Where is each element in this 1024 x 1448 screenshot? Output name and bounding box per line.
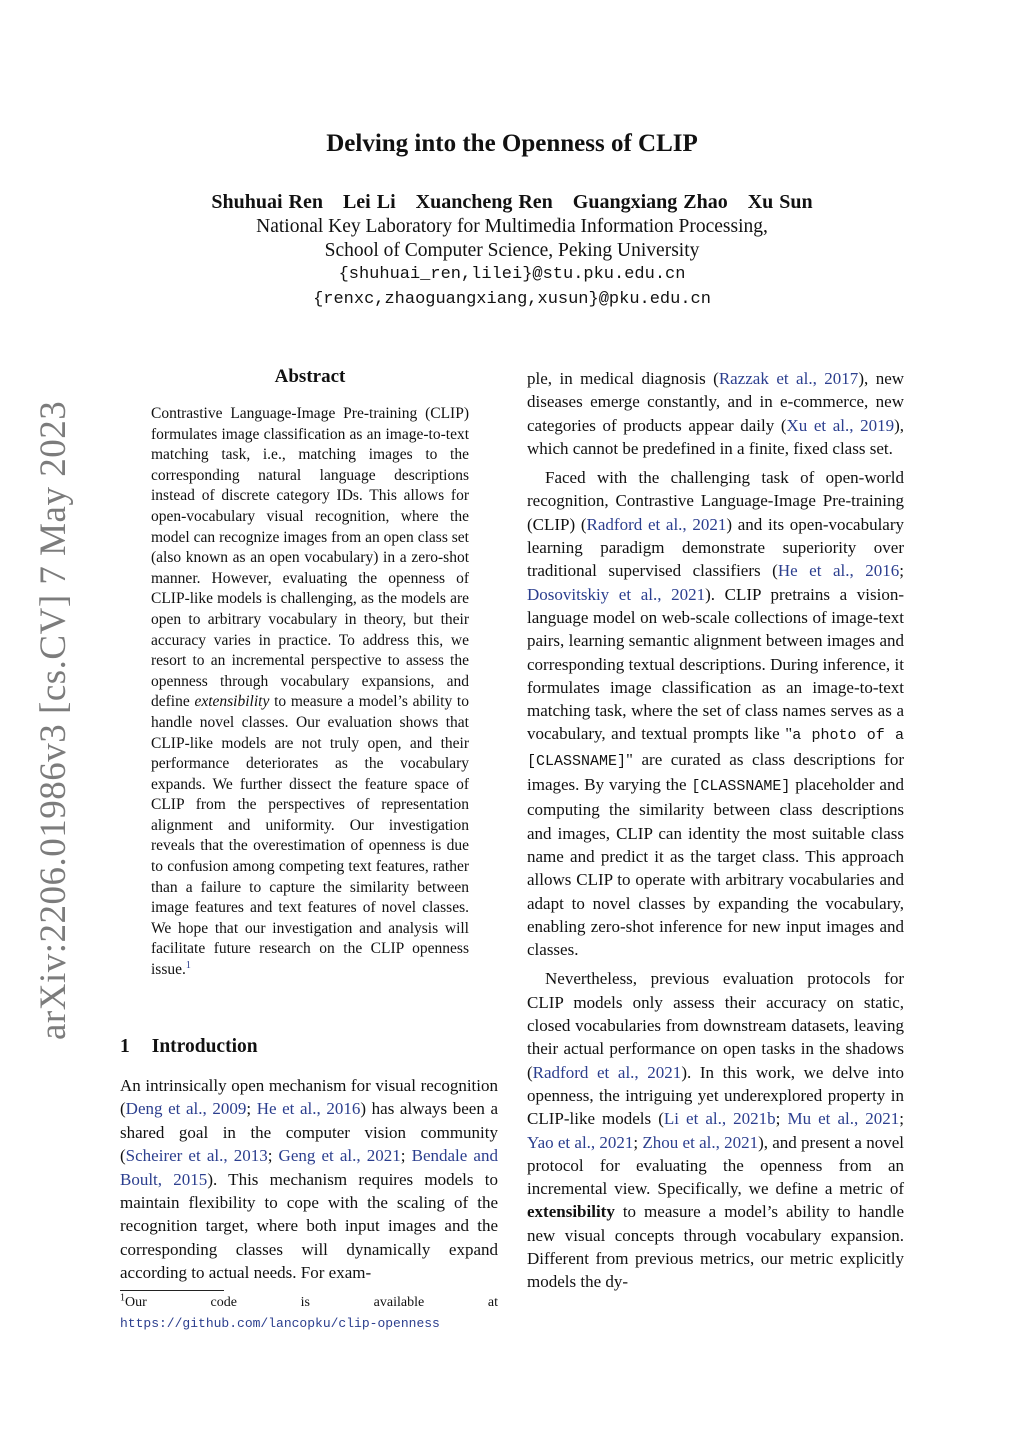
body-text: ), new diseases emerge constantly, and in e-commerce, new categories of products appear daily (	[527, 369, 905, 435]
citation-link[interactable]: Deng et al., 2009	[125, 1099, 247, 1119]
intro-paragraph	[120, 1074, 498, 1285]
affiliation-line-2: School of Computer Science, Peking University	[324, 240, 700, 261]
abstract-text: Contrastive Language-Image Pre-training (CLIP) formulates image classification as an image-to-text matching task, i.e., matching images to the corresponding natural language descriptions instead of discrete category IDs. This allows for open-vocabulary visual recognition, where the model can recognize images from an open class set (also known as an open vocabulary) in a zero-shot manner. However, evaluating the openness of CLIP-like models is challenging, as the models are open to arbitrary vocabulary in theory, but their accuracy varies in practice. To address this, we resort to an incremental perspective to assess the openness through vocabulary expansions, and define	[151, 405, 469, 711]
citation-separator: ;	[775, 1109, 788, 1129]
citation-separator: ;	[400, 1146, 412, 1166]
section-heading	[120, 1036, 258, 1058]
citation-link[interactable]: Li et al., 2021b	[663, 1109, 776, 1129]
body-text: An intrinsically open mechanism for visual recognition (	[120, 1076, 498, 1119]
citation-link[interactable]: Yao et al., 2021	[527, 1132, 634, 1152]
body-text: ), and present a novel protocol for evaluating the openness from an incremental view. Specifically, we define a metric of	[527, 1132, 904, 1199]
section-title: Introduction	[151, 1036, 258, 1057]
citation-link[interactable]: Mu et al., 2021	[787, 1109, 900, 1129]
citation-separator: ;	[899, 1109, 904, 1129]
citation-link[interactable]: Bendale and Boult, 2015	[120, 1146, 498, 1189]
body-text: " are curated as class descriptions for images. By varying the	[527, 749, 904, 795]
citation-separator: ;	[246, 1099, 257, 1119]
citation-link[interactable]: Xu et al., 2019	[786, 415, 895, 435]
abstract-text: to measure a model’s ability to handle novel classes. Our evaluation shows that CLIP-like models are not truly open, and their performance deteriorates as the vocabulary expands. We further dissect the feature space of CLIP from the perspectives of representation alignment and uniformity. Our investigation reveals that the overestimation of openness is due to confusion among competing text features, rather than a failure to capture the similarity between image features and text features of novel classes. We hope that our investigation and analysis will facilitate future research on the CLIP openness issue.	[151, 693, 469, 979]
prompt-code: a photo of a [CLASSNAME]	[527, 727, 904, 770]
body-text: to measure a model’s ability to handle new visual concepts through vocabulary expansion. Different from previous metrics, our metric explicitly models the dy-	[527, 1202, 904, 1292]
affiliation-line-1: National Key Laboratory for Multimedia Information Processing,	[256, 216, 768, 237]
body-text: ). In this work, we delve into openness, the intriguing yet underexplored property in CLIP-like models (	[527, 1062, 904, 1129]
citation-link[interactable]: He et al., 2016	[256, 1099, 361, 1119]
citation-link[interactable]: Razzak et al., 2017	[718, 369, 859, 388]
footnote	[120, 1293, 498, 1334]
bold-term: extensibility	[527, 1202, 615, 1222]
email-line-1: {shuhuai_ren,lilei}@stu.pku.edu.cn	[338, 265, 686, 284]
abstract-body	[151, 404, 469, 981]
body-text: ), which cannot be predefined in a finite, fixed class set.	[527, 415, 904, 458]
citation-link[interactable]: Radford et al., 2021	[586, 514, 727, 534]
body-text: Faced with the challenging task of open-world recognition, Contrastive Language-Image Pre-training (CLIP) (	[527, 468, 904, 534]
citation-link[interactable]: Scheirer et al., 2013	[125, 1146, 268, 1166]
footnote-text: Our code is available at	[125, 1295, 498, 1310]
citation-separator: ;	[633, 1132, 643, 1152]
paragraph	[527, 466, 904, 961]
paper-title: Delving into the Openness of CLIP	[326, 130, 698, 157]
github-link[interactable]: https://github.com/lancopku/clip-openness	[120, 1315, 440, 1331]
author-name: Guangxiang Zhao	[572, 191, 728, 213]
citation-separator: ;	[267, 1146, 279, 1166]
citation-link[interactable]: Zhou et al., 2021	[642, 1132, 759, 1152]
body-text: Nevertheless, previous evaluation protocols for CLIP models only assess their accuracy on static, closed vocabularies from downstream datasets, leaving their actual performance on open tasks in the shadows (	[527, 969, 904, 1082]
body-text: ) has always been a shared goal in the computer vision community (	[120, 1099, 498, 1166]
citation-separator: ;	[899, 561, 904, 581]
body-text: ) and its open-vocabulary learning paradigm demonstrate superiority over traditional supervised classifiers (	[527, 514, 904, 581]
citation-link[interactable]: He et al., 2016	[777, 561, 900, 581]
paragraph	[527, 967, 904, 1293]
section-number: 1	[120, 1036, 130, 1057]
author-name: Xu Sun	[747, 191, 813, 213]
author-list	[0, 191, 1024, 214]
footnote-divider	[120, 1290, 224, 1291]
body-text: placeholder and computing the similarity between class descriptions and images, CLIP can identity the most suitable class name and predict it as the target class. This approach allows CLIP to operate with arbitrary vocabularies and adapt to novel classes by expanding the vocabulary, enabling zero-shot inference for new input images and classes.	[527, 775, 904, 960]
right-column	[527, 367, 904, 1300]
body-text: ). This mechanism requires models to maintain flexibility to cope with the scaling of the recognition target, where both input images and the corresponding classes will dynamically expand according to actual needs. For exam-	[120, 1169, 498, 1283]
author-name: Xuancheng Ren	[415, 191, 553, 213]
placeholder-code: [CLASSNAME]	[691, 778, 791, 796]
footnote-marker[interactable]: 1	[185, 959, 191, 971]
citation-link[interactable]: Geng et al., 2021	[278, 1146, 401, 1166]
paragraph	[527, 367, 904, 460]
citation-link[interactable]: Dosovitskiy et al., 2021	[527, 584, 706, 604]
abstract-heading: Abstract	[274, 366, 346, 387]
citation-link[interactable]: Radford et al., 2021	[532, 1062, 682, 1082]
footnote-number: 1	[120, 1292, 125, 1304]
body-text: ple, in medical diagnosis (	[527, 369, 719, 388]
email-line-2: {renxc,zhaoguangxiang,xusun}@pku.edu.cn	[313, 290, 711, 309]
abstract-emphasis: extensibility	[194, 693, 270, 711]
author-name: Shuhuai Ren	[211, 191, 323, 213]
arxiv-stamp: arXiv:2206.01986v3 [cs.CV] 7 May 2023	[33, 400, 74, 1040]
body-text: ). CLIP pretrains a vision-language model on web-scale collections of image-text pairs, learning semantic alignment between images and corresponding textual descriptions. During inference, it formulates image classification as an image-to-text matching task, where the set of class names serves as a vocabulary, and textual prompts like "	[527, 584, 904, 744]
author-name: Lei Li	[342, 191, 396, 213]
